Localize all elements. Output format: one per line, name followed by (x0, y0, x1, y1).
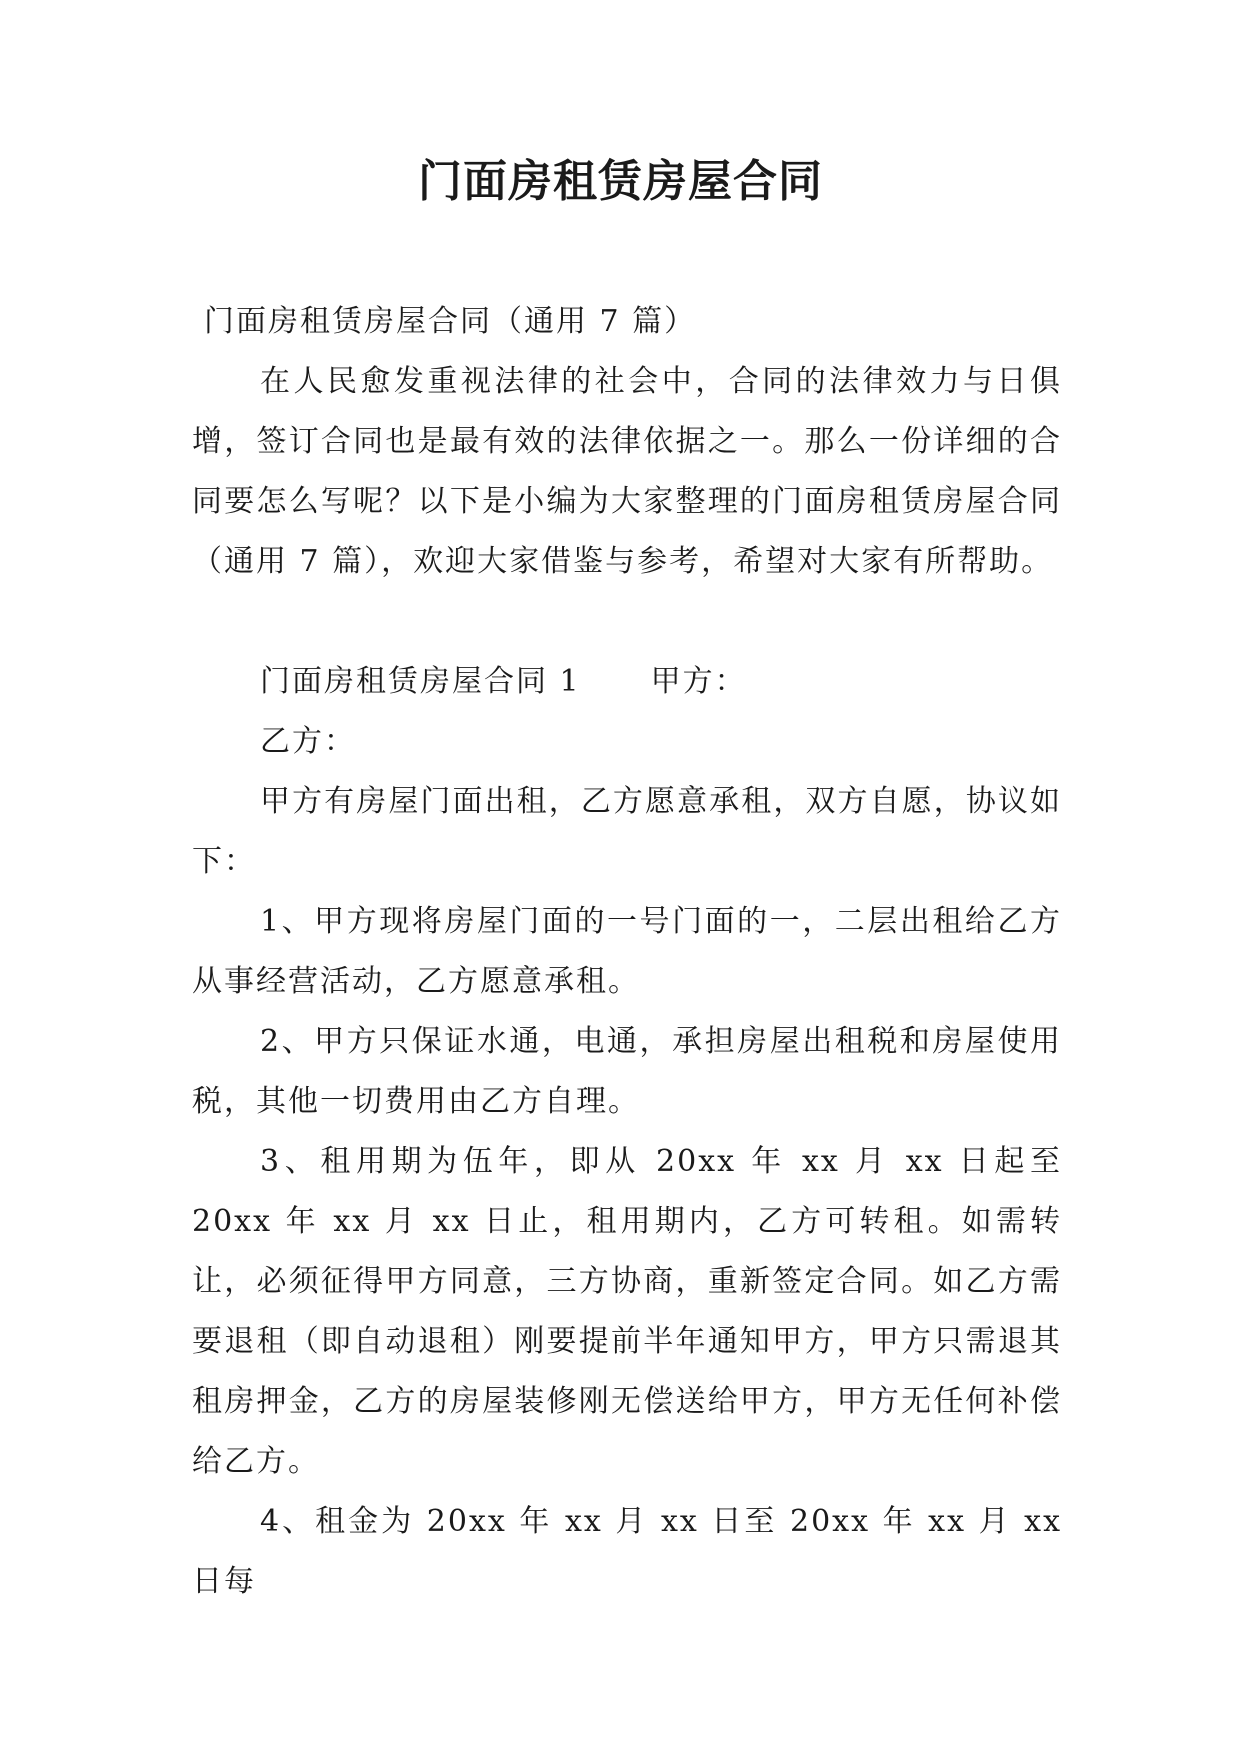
clause-2: 2、甲方只保证水通，电通，承担房屋出租税和房屋使用税，其他一切费用由乙方自理。 (192, 1024, 1062, 1119)
party-b-label: 乙方： (260, 724, 356, 759)
clause-1: 1、甲方现将房屋门面的一号门面的一，二层出租给乙方从事经营活动，乙方愿意承租。 (192, 904, 1062, 999)
document-title: 门面房租赁房屋合同 (418, 156, 823, 207)
clause-3: 3、租用期为伍年，即从 20xx 年 xx 月 xx 日起至 20xx 年 xx 月 xx 日止，租用期内，乙方可转租。如需转让，必须征得甲方同意，三方协商，重新签定合同。如乙方需要退租（即自动退租）刚要提前半年通知甲方，甲方只需退其租房押金，乙方的房屋装修刚无偿送给甲方，甲方无任何补偿给乙方。 (192, 1144, 1062, 1479)
blank-line (192, 592, 1062, 652)
party-a-label: 甲方： (650, 664, 747, 699)
body-paragraph: 甲方有房屋门面出租，乙方愿意承租，双方自愿，协议如下： (192, 784, 1062, 879)
section-heading: 门面房租赁房屋合同 1 (260, 664, 581, 699)
clause-4: 4、租金为 20xx 年 xx 月 xx 日至 20xx 年 xx 月 xx 日每 (192, 1504, 1062, 1599)
section-heading-line (192, 652, 1062, 712)
intro-paragraph: 在人民愈发重视法律的社会中，合同的法律效力与日俱增，签订合同也是最有效的法律依据之一。那么一份详细的合同要怎么写呢？以下是小编为大家整理的门面房租赁房屋合同（通用 7 篇），欢迎大家借鉴与参考，希望对大家有所帮助。 (192, 364, 1062, 579)
document-subtitle: 门面房租赁房屋合同（通用 7 篇） (204, 304, 697, 339)
document-body (192, 292, 1062, 1612)
